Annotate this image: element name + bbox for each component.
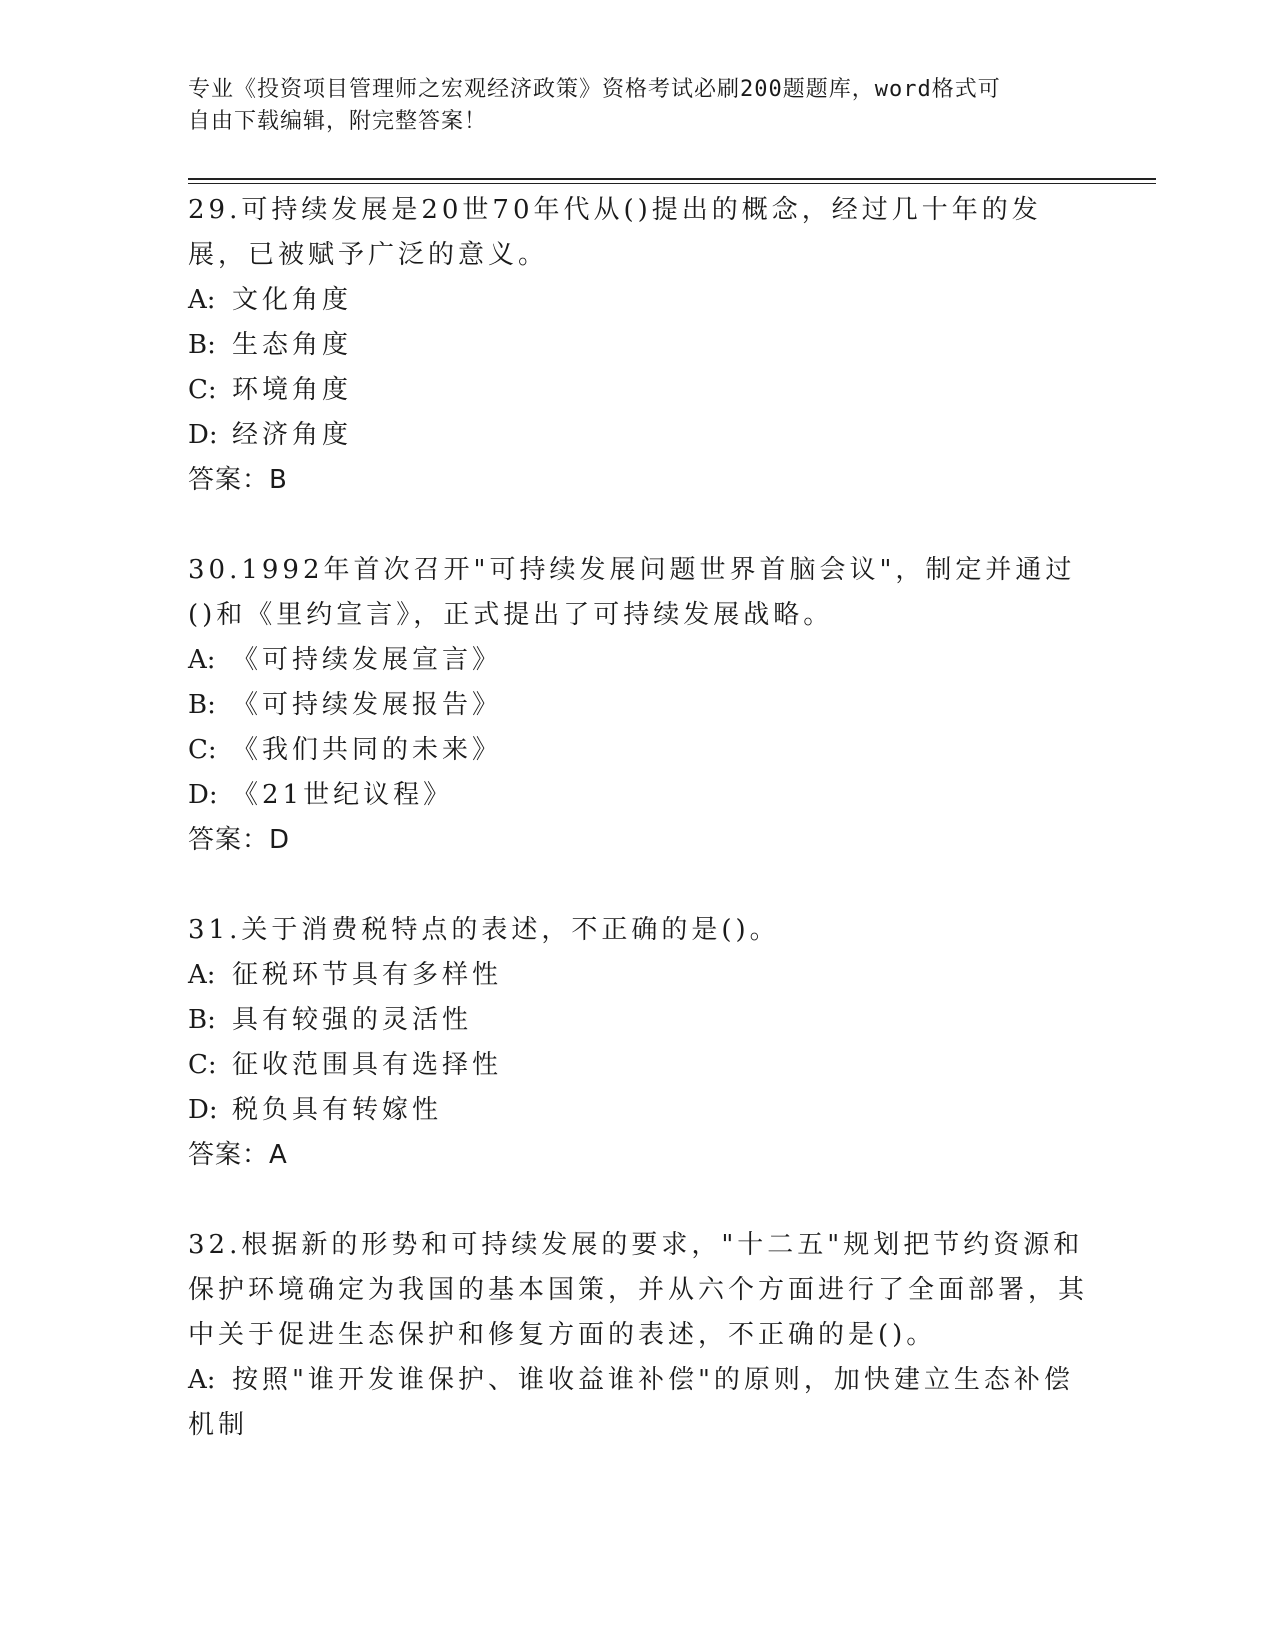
option-text: 经济角度 xyxy=(232,420,353,450)
option-letter: A: xyxy=(188,645,216,675)
question-30 xyxy=(188,548,1088,863)
option-b xyxy=(188,683,1088,728)
option-d xyxy=(188,413,1088,458)
option-letter: B: xyxy=(188,330,216,360)
option-a xyxy=(188,1358,1088,1448)
question-29 xyxy=(188,188,1088,503)
question-31 xyxy=(188,908,1088,1178)
header-divider-thin xyxy=(188,183,1156,184)
option-letter: C: xyxy=(188,375,217,405)
option-text: 《可持续发展报告》 xyxy=(232,690,503,720)
question-32 xyxy=(188,1223,1088,1448)
option-a xyxy=(188,953,1088,998)
header-line-2: 自由下载编辑，附完整答案！ xyxy=(188,109,488,134)
option-c xyxy=(188,1043,1088,1088)
option-c xyxy=(188,728,1088,773)
option-letter: B: xyxy=(188,1005,216,1035)
option-letter: B: xyxy=(188,690,216,720)
option-letter: D: xyxy=(188,420,218,450)
header-divider-thick xyxy=(188,178,1156,180)
option-text: 税负具有转嫁性 xyxy=(232,1095,443,1125)
option-text: 征税环节具有多样性 xyxy=(232,960,503,990)
option-letter: A: xyxy=(188,1365,216,1395)
option-b xyxy=(188,998,1088,1043)
question-list xyxy=(188,188,1088,1493)
option-text: 《我们共同的未来》 xyxy=(232,735,503,765)
option-text: 《21世纪议程》 xyxy=(232,780,454,810)
option-text: 具有较强的灵活性 xyxy=(232,1005,473,1035)
option-text: 文化角度 xyxy=(232,285,353,315)
option-a xyxy=(188,638,1088,683)
answer-line: 答案：D xyxy=(188,825,291,855)
answer-line: 答案：A xyxy=(188,1140,288,1170)
option-a xyxy=(188,278,1088,323)
answer-line: 答案：B xyxy=(188,465,288,495)
option-letter: A: xyxy=(188,285,216,315)
option-letter: C: xyxy=(188,735,217,765)
option-letter: A: xyxy=(188,960,216,990)
header-line-1: 专业《投资项目管理师之宏观经济政策》资格考试必刷200题题库，word格式可 xyxy=(188,77,1001,102)
option-text: 按照"谁开发谁保护、谁收益谁补偿"的原则，加快建立生态补偿机制 xyxy=(188,1365,1074,1440)
option-d xyxy=(188,1088,1088,1133)
question-text: 31.关于消费税特点的表述，不正确的是()。 xyxy=(188,915,780,945)
option-b xyxy=(188,323,1088,368)
option-d xyxy=(188,773,1088,818)
option-text: 生态角度 xyxy=(232,330,353,360)
option-text: 《可持续发展宣言》 xyxy=(232,645,503,675)
option-text: 征收范围具有选择性 xyxy=(232,1050,503,1080)
option-letter: C: xyxy=(188,1050,217,1080)
question-text: 30.1992年首次召开"可持续发展问题世界首脑会议"，制定并通过()和《里约宣言》，正式提出了可持续发展战略。 xyxy=(188,555,1076,630)
option-letter: D: xyxy=(188,780,218,810)
option-c xyxy=(188,368,1088,413)
document-header xyxy=(188,74,1068,138)
option-letter: D: xyxy=(188,1095,218,1125)
option-text: 环境角度 xyxy=(232,375,353,405)
question-text: 29.可持续发展是20世70年代从()提出的概念，经过几十年的发展，已被赋予广泛的意义。 xyxy=(188,195,1042,270)
question-text: 32.根据新的形势和可持续发展的要求，"十二五"规划把节约资源和保护环境确定为我国的基本国策，并从六个方面进行了全面部署，其中关于促进生态保护和修复方面的表述，不正确的是()。 xyxy=(188,1230,1089,1350)
